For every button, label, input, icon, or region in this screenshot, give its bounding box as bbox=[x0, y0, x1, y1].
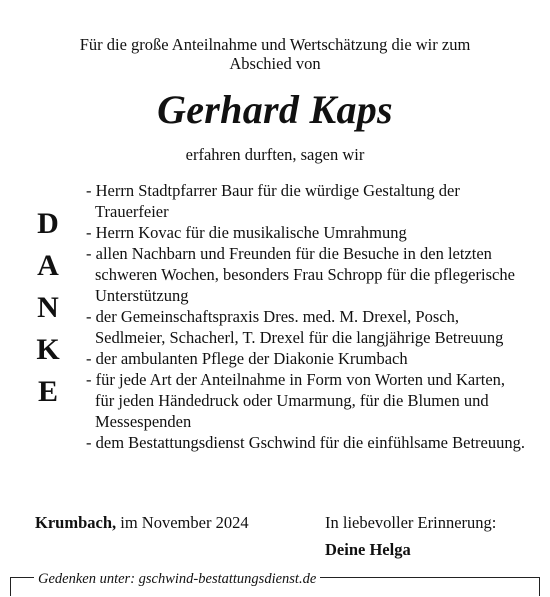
thanks-item: - der Gemeinschaftspraxis Dres. med. M. Drexel, Posch, Sedlmeier, Schacherl, T. Drexel für die langjährige Betreuung bbox=[86, 307, 504, 347]
intro-line-2: Abschied von bbox=[229, 54, 321, 73]
place-name: Krumbach, bbox=[35, 513, 117, 532]
danke-letter: E bbox=[37, 375, 58, 408]
deceased-name: Gerhard Kaps bbox=[157, 87, 393, 132]
place-and-date bbox=[35, 513, 249, 533]
intro-text bbox=[0, 35, 550, 73]
danke-letter: N bbox=[37, 291, 59, 324]
thanks-item: - dem Bestattungsdienst Gschwind für die einfühlsame Betreuung. bbox=[86, 433, 525, 452]
thanks-list bbox=[86, 180, 526, 453]
danke-letter: D bbox=[37, 207, 59, 240]
danke-vertical-word bbox=[28, 207, 68, 417]
remembrance-text: In liebevoller Erinnerung: bbox=[325, 513, 497, 532]
danke-letter: K bbox=[36, 333, 60, 366]
signature: Deine Helga bbox=[325, 540, 411, 559]
thanks-item: - Herrn Kovac für die musikalische Umrahmung bbox=[86, 223, 407, 242]
thanks-item: - für jede Art der Anteilnahme in Form von Worten und Karten, für jeden Händedruck oder Umarmung, für die Blumen und Messespenden bbox=[86, 370, 506, 431]
thanks-item: - der ambulanten Pflege der Diakonie Krumbach bbox=[86, 349, 408, 368]
subline-text: erfahren durften, sagen wir bbox=[185, 145, 365, 164]
danke-letter: A bbox=[37, 249, 59, 282]
notice-date: im November 2024 bbox=[116, 513, 249, 532]
footer-memorial-link[interactable]: Gedenken unter: gschwind-bestattungsdienst.de bbox=[34, 570, 320, 588]
intro-line-1: Für die große Anteilnahme und Wertschätzung die wir zum bbox=[79, 35, 471, 54]
thanks-item: - allen Nachbarn und Freunden für die Besuche in den letzten schweren Wochen, besonders Frau Schropp für die pflegerische Unterstützung bbox=[86, 244, 515, 305]
thanks-item: - Herrn Stadtpfarrer Baur für die würdige Gestaltung der Trauerfeier bbox=[86, 181, 460, 221]
